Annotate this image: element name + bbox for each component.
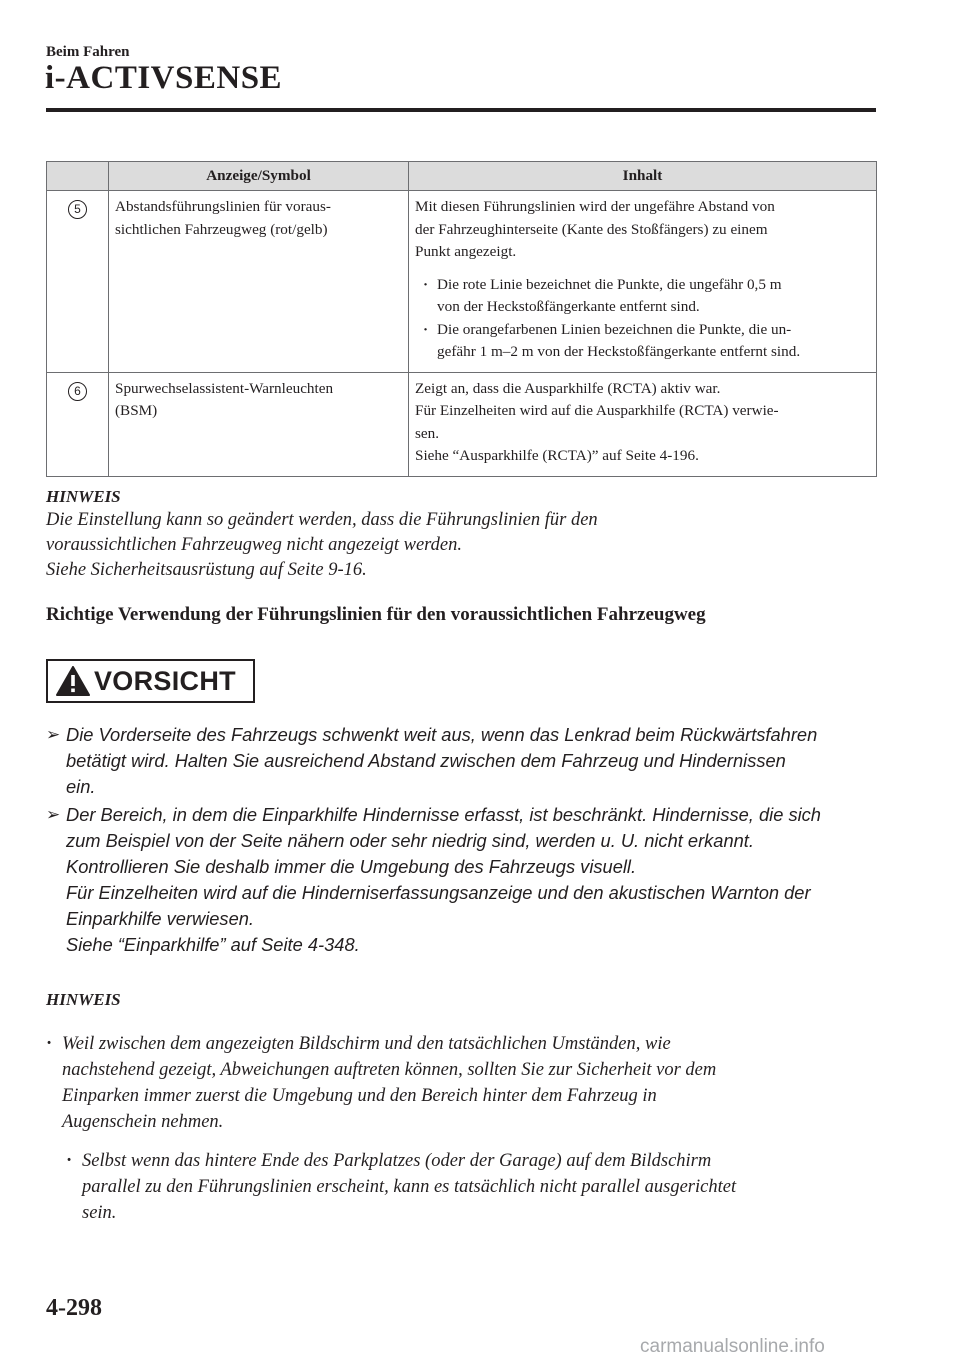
note-line: Selbst wenn das hintere Ende des Parkplatzes (oder der Garage) auf dem Bildschirm [82,1151,712,1171]
bullet-dot-icon: · [46,1034,53,1054]
circled-number: 6 [68,382,87,401]
table-header-cell: Anzeige/Symbol [109,162,409,191]
content-bullets [415,274,870,364]
caution-line: Für Einzelheiten wird auf die Hinderniserfassungsanzeige und den akustischen Warnton der [66,882,811,903]
content-line: Für Einzelheiten wird auf die Ausparkhilfe (RCTA) verwie- [415,402,779,419]
table-header-row [47,162,877,191]
page-number: 4-298 [46,1295,102,1321]
caution-item [46,802,878,958]
content-line: Zeigt an, dass die Ausparkhilfe (RCTA) aktiv war. [415,379,721,397]
warning-triangle-icon [56,666,90,696]
row-number-cell [47,191,109,373]
table-header-cell: Inhalt [409,162,877,191]
caution-line: ein. [66,776,96,797]
content-line: sen. [415,424,440,442]
caution-label-box [46,659,255,703]
header-rule [46,108,876,112]
note-line: nachstehend gezeigt, Abweichungen auftreten können, sollten Sie zur Sicherheit vor dem [62,1060,717,1080]
note-line: parallel zu den Führungslinien erscheint, kann es tatsächlich nicht parallel ausgerichtet [82,1177,737,1197]
bullet-line: · Die rote Linie bezeichnet die Punkte, die ungefähr 0,5 m [437,275,782,293]
note-line: voraussichtlichen Fahrzeugweg nicht angezeigt werden. [46,535,463,555]
arrow-bullet-icon: ➢ [46,805,61,824]
bullet-line: · Die orangefarbenen Linien bezeichnen die Punkte, die un- [437,320,792,338]
table-row [47,191,877,373]
content-line: Mit diesen Führungslinien wird der ungefähre Abstand von [415,198,775,215]
note-line: Augenschein nehmen. [62,1112,224,1132]
caution-line: Einparkhilfe verwiesen. [66,908,254,929]
symbol-cell [109,372,409,476]
content-cell [409,191,877,373]
caution-item [46,722,878,800]
note-line: Siehe Sicherheitsausrüstung auf Seite 9-16. [46,560,367,580]
caution-line: betätigt wird. Halten Sie ausreichend Abstand zwischen dem Fahrzeug und Hindernissen [66,750,786,771]
note-heading: HINWEIS [46,990,121,1009]
subheading: Richtige Verwendung der Führungslinien für den voraussichtlichen Fahrzeugweg [46,604,706,625]
list-item [415,319,870,364]
arrow-bullet-icon: ➢ [46,725,61,744]
section-label: Beim Fahren [46,44,130,60]
caution-line: Der Bereich, in dem die Einparkhilfe Hindernisse erfasst, ist beschränkt. Hindernisse, die sich [66,804,821,825]
note-heading: HINWEIS [46,487,121,506]
symbol-line: Abstandsführungslinien für voraus- [115,198,331,215]
list-item [415,274,870,319]
circled-number: 5 [68,200,87,219]
content-line: Punkt angezeigt. [415,243,517,260]
note-line: Die Einstellung kann so geändert werden, dass die Führungslinien für den [46,510,598,530]
content-line: Siehe “Ausparkhilfe (RCTA)” auf Seite 4-196. [415,447,699,464]
caution-line: Siehe “Einparkhilfe” auf Seite 4-348. [66,934,360,955]
chapter-title: i-ACTIVSENSE [45,60,283,96]
caution-line: Die Vorderseite des Fahrzeugs schwenkt weit aus, wenn das Lenkrad beim Rückwärtsfahren [66,724,818,745]
info-table [46,161,877,477]
symbol-cell [109,191,409,373]
note-line: sein. [82,1203,117,1223]
note-line: Einparken immer zuerst die Umgebung und den Bereich hinter dem Fahrzeug in [62,1086,657,1106]
symbol-line: Spurwechselassistent-Warnleuchten [115,379,334,397]
caution-line: Kontrollieren Sie deshalb immer die Umgebung des Fahrzeugs visuell. [66,856,637,877]
note-text [46,508,876,583]
caution-label: VORSICHT [94,665,236,696]
bullet-line: gefähr 1 m–2 m von der Heckstoßfängerkante entfernt sind. [437,343,801,360]
watermark: carmanualsonline.info [640,1336,825,1357]
table-row [47,372,877,476]
symbol-line: sichtlichen Fahrzeugweg (rot/gelb) [115,220,328,238]
note-bullet [46,1031,872,1135]
symbol-line: (BSM) [115,402,158,419]
bullet-dot-icon: · [66,1151,73,1171]
note-sub-bullet [66,1148,878,1226]
bullet-line: von der Heckstoßfängerkante entfernt sind. [437,298,700,315]
table-header-cell [47,162,109,191]
caution-line: zum Beispiel von der Seite nähern oder sehr niedrig sind, werden u. U. nicht erkannt. [66,830,754,851]
content-line: der Fahrzeughinterseite (Kante des Stoßfängers) zu einem [415,220,768,238]
note-line: Weil zwischen dem angezeigten Bildschirm und den tatsächlichen Umständen, wie [62,1034,671,1054]
content-cell [409,372,877,476]
row-number-cell [47,372,109,476]
